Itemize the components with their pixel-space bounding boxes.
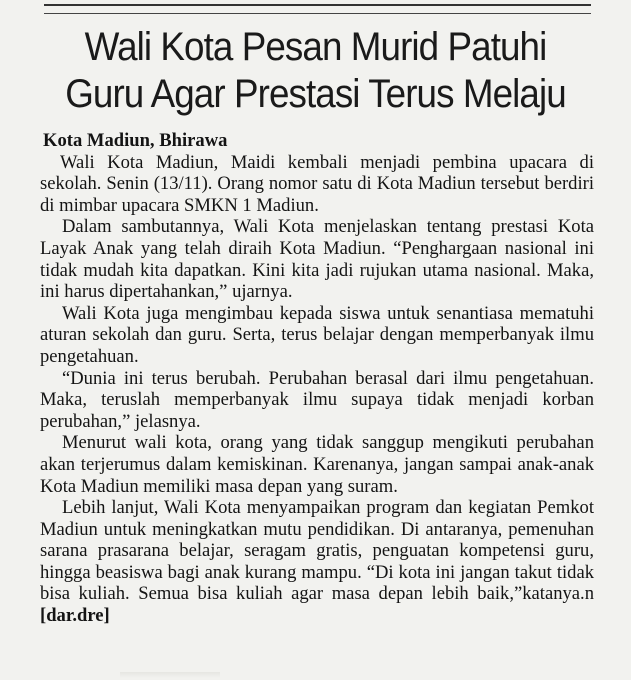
top-rule [44,4,591,6]
headline-line-1: Wali Kota Pesan Murid Patuhi [84,25,547,69]
headline-line-2: Guru Agar Prestasi Terus Melaju [65,72,566,116]
article-body [38,130,594,627]
author-initials: [dar.dre] [40,605,110,627]
paragraph-4: “Dunia ini terus berubah. Perubahan berasal dari ilmu pengetahuan. Maka, teruslah memperbanyak ilmu supaya tidak menjadi korban perubahan,” jelasnya. [40,367,594,432]
dateline: Kota Madiun, Bhirawa [43,130,228,151]
paragraph-2: Dalam sambutannya, Wali Kota menjelaskan tentang prestasi Kota Layak Anak yang telah diraih Kota Madiun. “Penghargaan nasional ini tidak mudah kita dapatkan. Kini kita jadi rujukan utama nasional. Maka, ini harus dipertahankan,” ujarnya. [40,216,594,303]
scan-artifact [120,672,220,678]
top-rule-thin [44,13,591,14]
paragraph-6 [38,497,594,627]
paragraph-3: Wali Kota juga mengimbau kepada siswa untuk senantiasa mematuhi aturan sekolah dan guru. Serta, terus belajar dengan memperbanyak ilmu pengetahuan. [40,302,594,367]
paragraph-5: Menurut wali kota, orang yang tidak sanggup mengikuti perubahan akan terjerumus dalam kemiskinan. Karenanya, jangan sampai anak-anak Kota Madiun memiliki masa depan yang suram. [40,432,594,497]
headline [62,24,569,118]
paragraph-6-text: Lebih lanjut, Wali Kota menyampaikan program dan kegiatan Pemkot Madiun untuk meningkatkan mutu pendidikan. Di antaranya, pemenuhan sarana prasarana belajar, seragam gratis, penguatan kompetensi guru, hingga beasiswa bagi anak kurang mampu. “Di kota ini jangan takut tidak bisa kuliah. Semua bisa kuliah agar masa depan lebih baik,”katanya.n [40,497,594,605]
paragraph-1: Wali Kota Madiun, Maidi kembali menjadi pembina upacara di sekolah. Senin (13/11). Orang nomor satu di Kota Madiun tersebut berdiri di mimbar upacara SMKN 1 Madiun. [40,151,594,216]
